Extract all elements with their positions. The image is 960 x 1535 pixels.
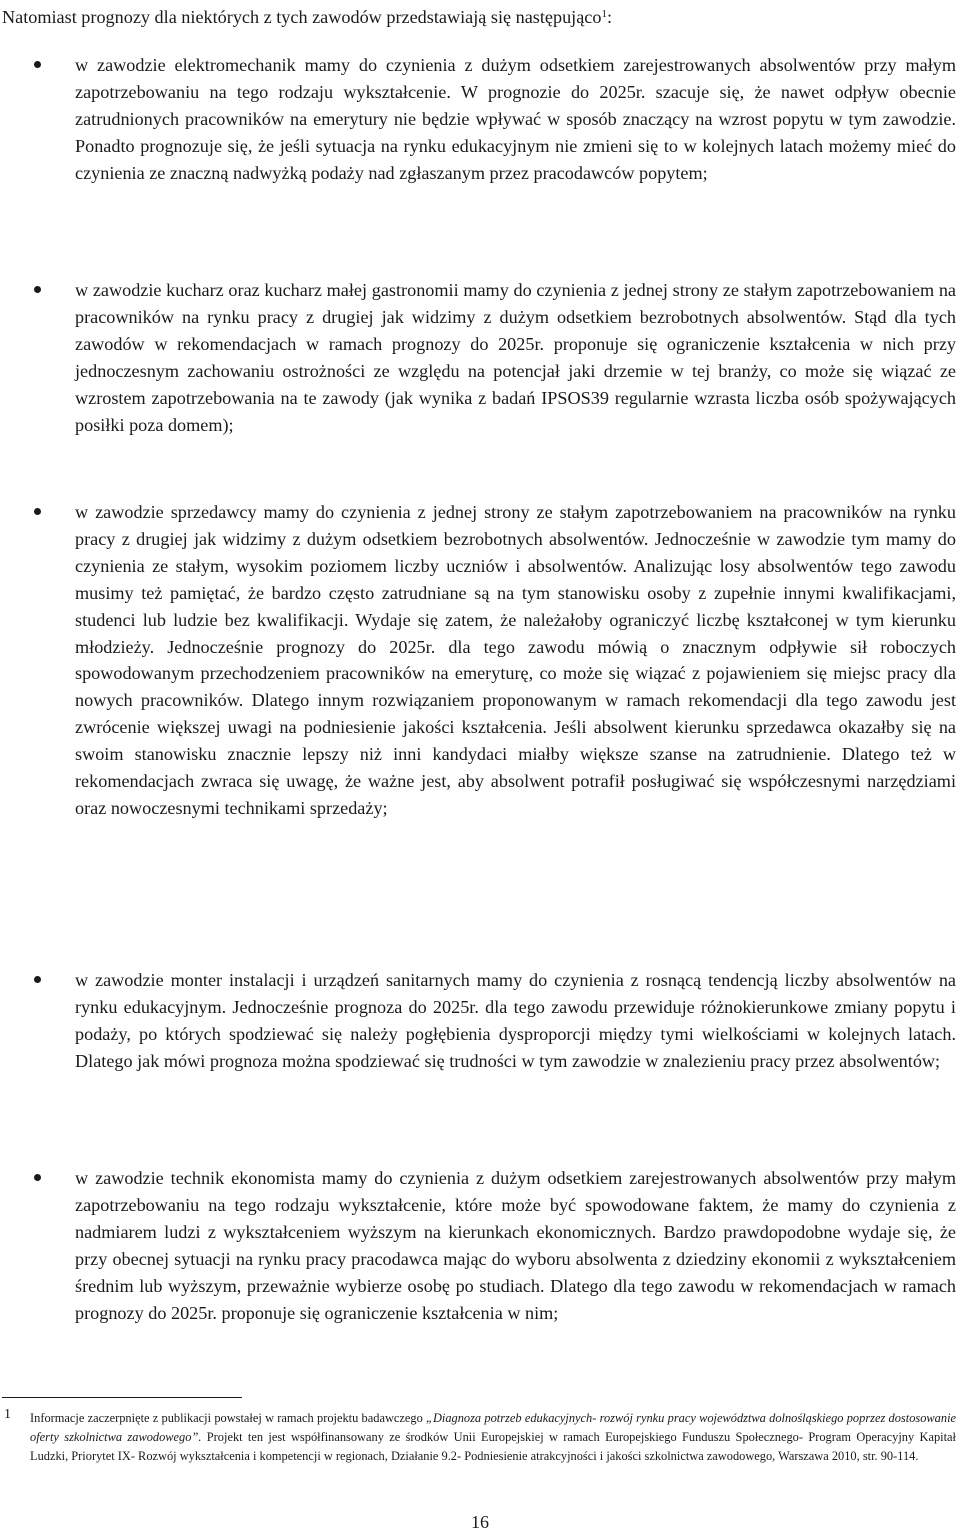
footnote-separator: [2, 1397, 242, 1398]
footnote-part1: Informacje zaczerpnięte z publikacji powstałej w ramach projektu badawczego: [30, 1411, 427, 1425]
intro-paragraph: [2, 4, 942, 31]
intro-colon: :: [606, 7, 613, 27]
footnote-italic-title: „Diagnoza potrzeb edukacyjnych- rozwój rynku pracy województwa dolnośląskiego poprzez dostosowanie oferty szkolnictwa zawodowego”.: [30, 1411, 957, 1445]
footnote-number: 1: [4, 1407, 11, 1422]
intro-text: Natomiast prognozy dla niektórych z tych zawodów przedstawiają się następująco: [2, 7, 602, 27]
bullet-text: w zawodzie monter instalacji i urządzeń sanitarnych mamy do czynienia z rosnącą tendencją liczby absolwentów na rynku edukacyjnym. Jednocześnie prognoza do 2025r. dla tego zawodu przewiduje różnokierunkowe zmiany popytu i podaży, po których spodziewać się należy pogłębienia dysproporcji między tymi wielkościami w kolejnych latach. Dlatego jak mówi prognoza można spodziewać się trudności w tym zawodzie w znalezieniu pracy przez absolwentów;: [75, 970, 956, 1071]
bullet-dot-icon: [34, 286, 41, 293]
page-number: 16: [471, 1512, 489, 1532]
footnote-text: [30, 1409, 956, 1467]
bullet-text: w zawodzie kucharz oraz kucharz małej gastronomii mamy do czynienia z jednej strony ze stałym zapotrzebowaniem na pracowników na rynku pracy z drugiej jak widzimy z dużym odsetkiem bezrobotnych absolwentów. Stąd dla tych zawodów w rekomendacjach w ramach prognozy do 2025r. proponuje się ograniczenie kształcenia w nich przy jednoczesnym zachowaniu ostrożności ze względu na potencjał jaki drzemie w tej branży, co może się wiązać ze wzrostem zapotrzebowania na te zawody (jak wynika z badań IPSOS39 regularnie wzrasta liczba osób spożywających posiłki poza domem);: [75, 280, 956, 435]
bullet-dot-icon: [34, 976, 41, 983]
bullet-dot-icon: [34, 61, 41, 68]
bullet-text: w zawodzie technik ekonomista mamy do czynienia z dużym odsetkiem zarejestrowanych absolwentów przy małym zapotrzebowaniu na tego rodzaju wykształcenie, które może być spowodowane faktem, że mamy do czynienia z nadmiarem ludzi z wykształceniem wyższym na kierunkach ekonomicznych. Bardzo prawdopodobne wydaje się, że przy obecnej sytuacji na rynku pracy pracodawca mając do wyboru absolwenta z dziedziny ekonomii z wykształceniem średnim lub wyższym, przeważnie wybierze osobę po studiach. Dlatego dla tego zawodu w rekomendacjach w ramach prognozy do 2025r. proponuje się ograniczenie kształcenia w nim;: [75, 1168, 956, 1323]
bullet-text: w zawodzie sprzedawcy mamy do czynienia z jednej strony ze stałym zapotrzebowaniem na pracowników na rynku pracy z drugiej jak widzimy z dużym odsetkiem bezrobotnych absolwentów. Jednocześnie w zawodzie tym mamy do czynienia ze stałym, wysokim poziomem liczby uczniów i absolwentów. Analizując losy absolwentów tego zawodu musimy też pamiętać, że bardzo często zatrudniane są na tym stanowisku osoby z zupełnie innymi kwalifikacjami, studenci lub ludzie bez kwalifikacji. Wydaje się zatem, że należałoby ograniczyć liczbę kształconej w tym kierunku młodzieży. Jednocześnie prognozy do 2025r. dla tego zawodu mówią o znacznym odpływie sił roboczych spowodowanym przechodzeniem pracowników na emeryturę, co może się wiązać z pojawieniem się miejsc pracy dla nowych pracowników. Dlatego innym rozwiązaniem proponowanym w ramach rekomendacji dla tego zawodu jest zwrócenie większej uwagi na podniesienie jakości kształcenia. Jeśli absolwent kierunku sprzedawca okazałby się na swoim stanowisku znacznie lepszy niż inni kandydaci miałby większe szanse na zatrudnienie. Dlatego też w rekomendacjach zwraca się uwagę, że ważne jest, aby absolwent potrafił posługiwać się współczesnymi narzędziami oraz nowoczesnymi technikami sprzedaży;: [75, 502, 956, 818]
bullet-dot-icon: [34, 508, 41, 515]
bullet-dot-icon: [34, 1174, 41, 1181]
footnote-reference[interactable]: 1: [601, 8, 607, 20]
bullet-text: w zawodzie elektromechanik mamy do czynienia z dużym odsetkiem zarejestrowanych absolwentów przy małym zapotrzebowaniu na tego rodzaju wykształcenie. W prognozie do 2025r. szacuje się, że nawet odpływ obecnie zatrudnionych pracowników na emerytury nie będzie wpływać w sposób znaczący na wzrost popytu w tym zawodzie. Ponadto prognozuje się, że jeśli sytuacja na rynku edukacyjnym nie zmieni się to w kolejnych latach możemy mieć do czynienia ze znaczną nadwyżką podaży nad zgłaszanym przez pracodawców popytem;: [75, 55, 956, 183]
footnote-part2: Projekt ten jest współfinansowany ze środków Unii Europejskiej w ramach Europejskiego Funduszu Społecznego- Program Operacyjny Kapitał Ludzki, Priorytet IX- Rozwój wykształcenia i kompetencji w regionach, Działanie 9.2- Podniesienie atrakcyjności i jakości szkolnictwa zawodowego, Warszawa 2010, str. 90-114.: [30, 1430, 956, 1464]
